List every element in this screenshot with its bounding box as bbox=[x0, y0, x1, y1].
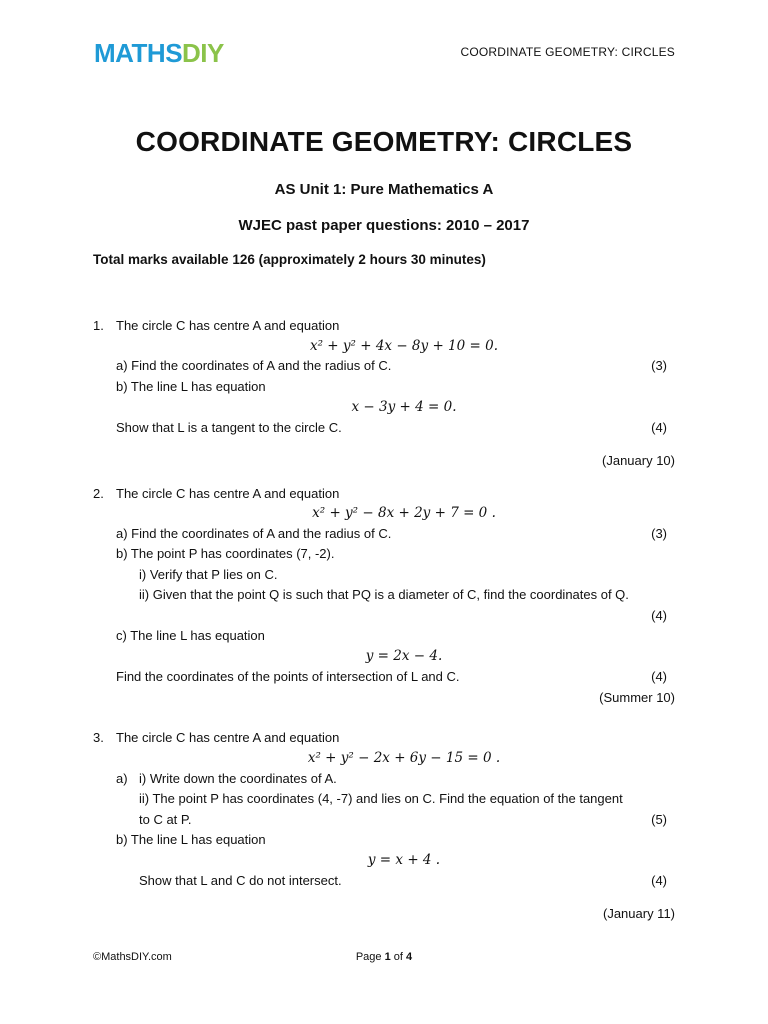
part-b-i: i) Verify that P lies on C. bbox=[139, 567, 278, 582]
marks: (5) bbox=[651, 812, 667, 827]
page-number bbox=[0, 951, 768, 963]
marks: (3) bbox=[651, 358, 667, 373]
subtitle-papers: WJEC past paper questions: 2010 – 2017 bbox=[238, 217, 530, 234]
equation: y = 2x − 4. bbox=[365, 648, 443, 664]
marks: (4) bbox=[651, 420, 667, 435]
part-a: a) Find the coordinates of A and the radius of C. bbox=[116, 526, 392, 541]
page-prefix: Page bbox=[355, 951, 385, 963]
equation: y = x + 4 . bbox=[367, 852, 441, 868]
marks: (4) bbox=[651, 608, 667, 623]
question-number: 1. bbox=[93, 318, 104, 333]
question-source: (Summer 10) bbox=[599, 690, 675, 705]
part-b: b) The line L has equation bbox=[116, 832, 266, 847]
logo-text-2: TH bbox=[131, 38, 166, 68]
part-b-show: Show that L is a tangent to the circle C. bbox=[116, 420, 342, 435]
equation: x² + y² − 2x + 6y − 15 = 0 . bbox=[307, 750, 501, 766]
question-number: 3. bbox=[93, 730, 104, 745]
page-total: 4 bbox=[406, 951, 413, 963]
part-a-ii: ii) The point P has coordinates (4, -7) and lies on C. Find the equation of the tangent bbox=[139, 791, 623, 806]
question-source: (January 10) bbox=[602, 453, 675, 468]
part-a-label: a) bbox=[116, 771, 128, 786]
part-b-show: Show that L and C do not intersect. bbox=[139, 873, 342, 888]
total-marks: Total marks available 126 (approximately 2 hours 30 minutes) bbox=[93, 252, 486, 267]
logo-text-1: MA bbox=[94, 38, 132, 68]
equation: x² + y² − 8x + 2y + 7 = 0 . bbox=[312, 505, 496, 521]
page-title: COORDINATE GEOMETRY: CIRCLES bbox=[135, 126, 633, 157]
marks: (3) bbox=[651, 526, 667, 541]
part-b-ii: ii) Given that the point Q is such that PQ is a diameter of C, find the coordinates of Q. bbox=[139, 587, 629, 602]
question-source: (January 11) bbox=[602, 906, 675, 921]
question-number: 2. bbox=[93, 486, 104, 501]
marks: (4) bbox=[651, 669, 667, 684]
mathsdiy-logo bbox=[94, 38, 224, 68]
part-a: a) Find the coordinates of A and the radius of C. bbox=[116, 358, 392, 373]
question-intro: The circle C has centre A and equation bbox=[116, 730, 340, 745]
part-a-i: i) Write down the coordinates of A. bbox=[139, 771, 337, 786]
equation: x − 3y + 4 = 0. bbox=[351, 399, 457, 415]
part-c-find: Find the coordinates of the points of intersection of L and C. bbox=[116, 669, 460, 684]
part-c: c) The line L has equation bbox=[116, 628, 265, 643]
logo-text-4: DIY bbox=[182, 38, 224, 68]
page-of: of bbox=[390, 951, 407, 963]
question-intro: The circle C has centre A and equation bbox=[116, 486, 340, 501]
page-current: 1 bbox=[384, 951, 391, 963]
logo-text-3: S bbox=[165, 38, 183, 68]
part-b: b) The point P has coordinates (7, -2). bbox=[116, 546, 335, 561]
equation: x² + y² + 4x − 8y + 10 = 0. bbox=[309, 338, 498, 354]
part-b: b) The line L has equation bbox=[116, 379, 266, 394]
header-title: COORDINATE GEOMETRY: CIRCLES bbox=[460, 45, 675, 59]
part-a-ii-cont: to C at P. bbox=[139, 812, 192, 827]
marks: (4) bbox=[651, 873, 667, 888]
subtitle-unit: AS Unit 1: Pure Mathematics A bbox=[274, 181, 494, 198]
question-intro: The circle C has centre A and equation bbox=[116, 318, 340, 333]
footer-copyright: ©MathsDIY.com bbox=[93, 951, 172, 963]
